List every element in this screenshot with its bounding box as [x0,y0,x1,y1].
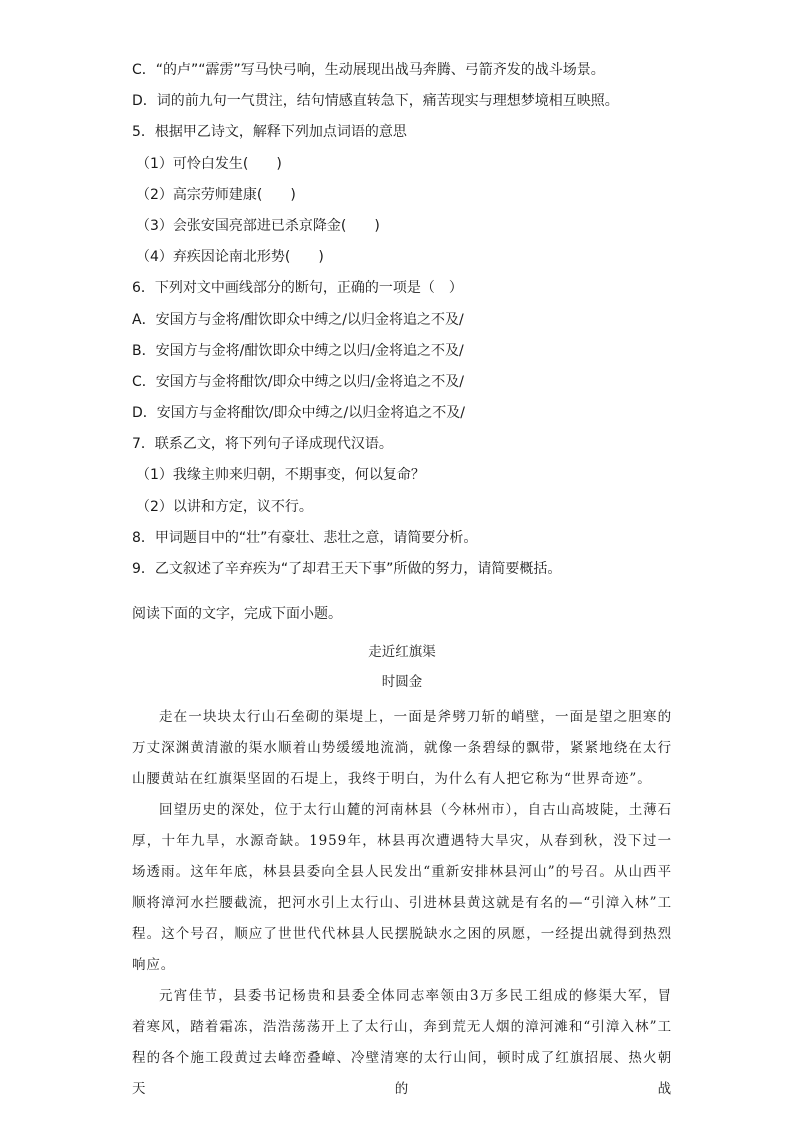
question-6-option-d: D．安国方与金将酣饮/即众中缚之/以归金将追之不及/ [132,405,465,422]
question-5-item-2: （2）高宗劳师建康( ) [136,186,296,203]
article-paragraph-3: 元宵佳节，县委书记杨贵和县委全体同志率领由3万多民工组成的修渠大军，冒着寒风，踏着霜冻，浩浩荡荡开上了太行山，奔到荒无人烟的漳河滩和“引漳入林”工程的各个施工段黄过去峰峦叠嶂、冷壁清寒的太行山间，顿时成了红旗招展、热火朝天的战 [132,988,672,1097]
question-5-item-4: （4）弃疾因论南北形势( ) [136,249,324,266]
question-7: 7．联系乙文，将下列句子译成现代汉语。 [132,436,393,453]
reading-article [132,644,672,1105]
question-list [132,62,672,577]
question-5: 5．根据甲乙诗文，解释下列加点词语的意思 [132,124,407,141]
question-6-option-a: A．安国方与金将/酣饮即众中缚之/以归金将追之不及/ [132,311,464,328]
question-5-item-1: （1）可怜白发生( ) [136,155,282,172]
article-paragraph-1: 走在一块块太行山石垒砌的渠堤上，一面是斧劈刀斩的峭壁，一面是望之胆寒的万丈深渊黄清澈的渠水顺着山势缓缓地流淌，就像一条碧绿的飘带，紧紧地绕在太行山腰黄站在红旗渠坚固的石堤上，我终于明白，为什么有人把它称为“世界奇迹”。 [132,709,672,787]
question-option-d: D．词的前九句一气贯注，结句情感直转急下，痛苦现实与理想梦境相互映照。 [132,93,619,110]
question-6-option-b: B．安国方与金将/酣饮即众中缚之以归/金将追之不及/ [132,342,464,359]
article-title: 走近红旗渠 [368,644,436,660]
question-7-item-1: （1）我缘主帅来归朝，不期事变，何以复命？ [136,467,425,484]
article-author: 时圆金 [381,674,423,690]
article-paragraph-2: 回望历史的深处，位于太行山麓的河南林县（今林州市），自古山高坡陡，土薄石厚，十年九旱，水源奇缺。1959年，林县再次遭遇特大旱灾，从春到秋，没下过一场透雨。这年年底，林县县委向全县人民发出“重新安排林县河山”的号召。从山西平顺将漳河水拦腰截流，把河水引上太行山、引进林县黄这就是有名的—“引漳入林”工程。这个号召，顺应了世世代代林县人民摆脱缺水之困的夙愿，一经提出就得到热烈响应。 [132,802,672,973]
question-7-item-2: （2）以讲和方定，议不行。 [136,498,313,515]
question-option-c: C．“的卢”“霹雳”写马快弓响，生动展现出战马奔腾、弓箭齐发的战斗场景。 [132,62,605,78]
reading-intro: 阅读下面的文字，完成下面小题。 [132,606,342,622]
question-5-item-3: （3）会张安国亮部进已杀京降金( ) [136,217,380,234]
question-6-option-c: C．安国方与金将酣饮/即众中缚之以归/金将追之不及/ [132,373,464,390]
document-body [132,62,672,1105]
question-6: 6．下列对文中画线部分的断句，正确的一项是（ ） [132,280,463,297]
question-8: 8．甲词题目中的“壮”有豪壮、悲壮之意，请简要分析。 [132,529,478,546]
section-gap [132,577,672,606]
question-9: 9．乙文叙述了辛弃疾为“了却君王天下事”所做的努力，请简要概括。 [132,561,562,577]
